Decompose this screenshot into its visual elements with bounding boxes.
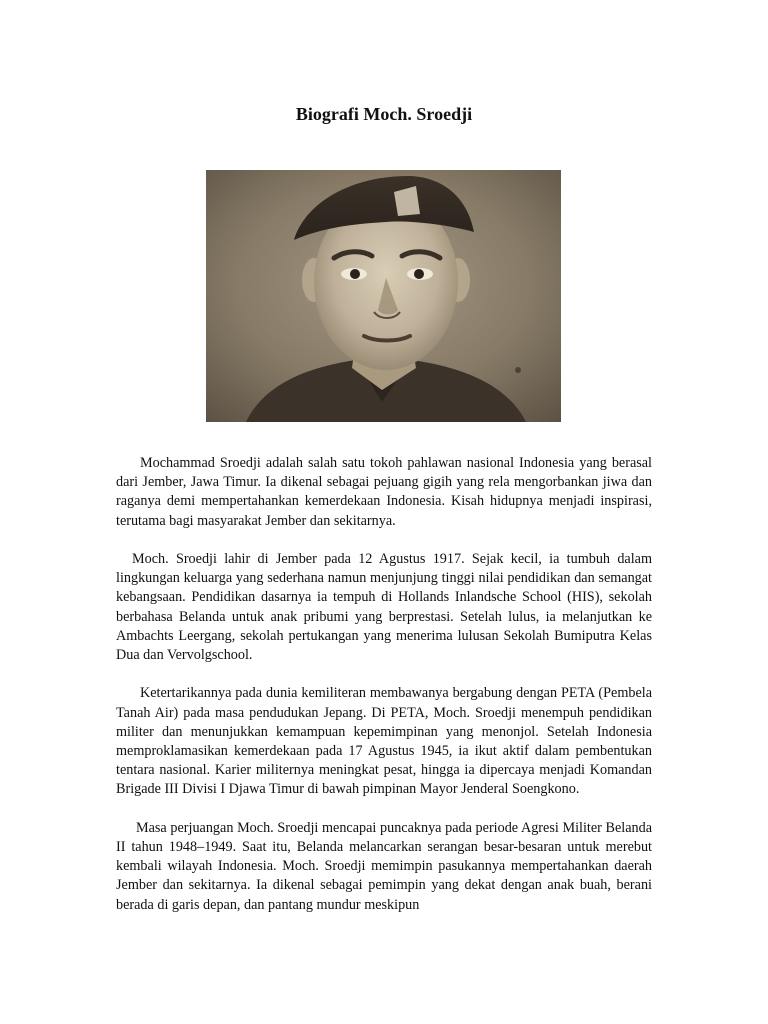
paragraph-1: Mochammad Sroedji adalah salah satu tokoh pahlawan nasional Indonesia yang berasal dari Jember, Jawa Timur. Ia dikenal sebagai pejuang gigih yang rela mengorbankan jiwa dan raganya demi mempertahankan kemerdekaan Indonesia. Kisah hidupnya menjadi inspirasi, terutama bagi masyarakat Jember dan sekitarnya. (116, 455, 652, 529)
paragraph-4: Masa perjuangan Moch. Sroedji mencapai puncaknya pada periode Agresi Militer Belanda II tahun 1948–1949. Saat itu, Belanda melancarkan serangan besar-besaran untuk merebut kembali wilayah Indonesia. Moch. Sroedji memimpin pasukannya mempertahankan daerah Jember dan sekitarnya. Ia dikenal sebagai pemimpin yang dekat dengan anak buah, berani berada di garis depan, dan pantang mundur meskipun (116, 819, 652, 913)
document-title: Biografi Moch. Sroedji (295, 104, 473, 124)
document-body (116, 454, 652, 915)
paragraph-3: Ketertarikannya pada dunia kemiliteran membawanya bergabung dengan PETA (Pembela Tanah Air) pada masa pendudukan Jepang. Di PETA, Moch. Sroedji menempuh pendidikan militer dan menunjukkan kemampuan kepemimpinan yang menonjol. Setelah Indonesia memproklamasikan kemerdekaan pada 17 Agustus 1945, ia ikut aktif dalam pembentukan tentara nasional. Karier militernya meningkat pesat, hingga ia dipercaya menjadi Komandan Brigade III Divisi I Djawa Timur di bawah pimpinan Mayor Jenderal Soengkono. (116, 685, 652, 798)
portrait-photo (206, 170, 561, 422)
sepia-portrait-icon (206, 170, 561, 422)
paragraph-2: Moch. Sroedji lahir di Jember pada 12 Agustus 1917. Sejak kecil, ia tumbuh dalam lingkungan keluarga yang sederhana namun menjunjung tinggi nilai pendidikan dan semangat kebangsaan. Pendidikan dasarnya ia tempuh di Hollands Inlandsche School (HIS), sekolah berbahasa Belanda untuk anak pribumi yang berprestasi. Setelah lulus, ia melanjutkan ke Ambachts Leergang, sekolah pertukangan yang menerima lulusan Sekolah Bumiputra Kelas Dua dan Vervolgschool. (116, 551, 652, 664)
